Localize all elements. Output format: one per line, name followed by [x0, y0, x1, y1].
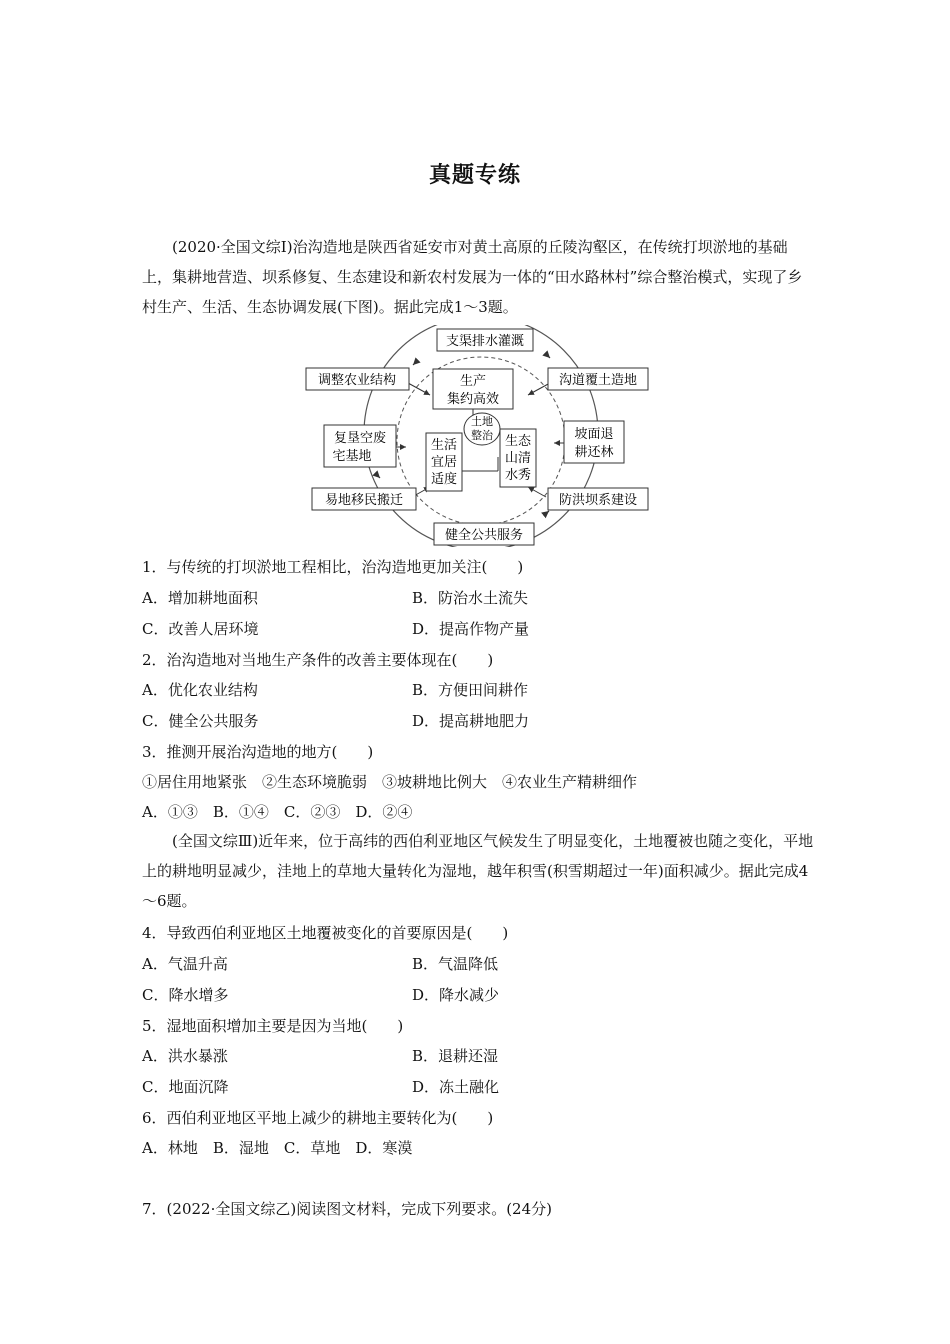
svg-text:耕还林: 耕还林	[574, 445, 614, 460]
q6-options: A．林地 B．湿地 C．草地 D．寒漠	[142, 1139, 413, 1157]
intro-paragraph-1: (2020·全国文综Ⅰ)治沟造地是陕西省延安市对黄土高原的丘陵沟壑区，在传统打坝淤地的基础上，集耕地营造、坝系修复、生态建设和新农村发展为一体的“田水路林村”综合整治模式，实现了乡村生产、生活、生态协调发展(下图)。据此完成1～3题。	[142, 238, 803, 316]
box-ecology	[500, 429, 536, 487]
svg-text:适度: 适度	[430, 472, 458, 487]
q1-option-c: C．改善人居环境	[142, 620, 259, 638]
q4-stem: 4．导致西伯利亚地区土地覆被变化的首要原因是( )	[142, 924, 509, 942]
svg-text:防洪坝系建设: 防洪坝系建设	[558, 493, 638, 508]
intro-paragraph-2: (全国文综Ⅲ)近年来，位于高纬的西伯利亚地区气候发生了明显变化，土地覆被也随之变化，平地上的耕地明显减少，洼地上的草地大量转化为湿地，越年积雪(积雪期超过一年)面积减少。据此完成4～6题。	[142, 832, 814, 910]
q1-stem: 1．与传统的打坝淤地工程相比，治沟造地更加关注( )	[142, 558, 524, 576]
q4-option-c: C．降水增多	[142, 986, 229, 1004]
box-branch-irrigation	[437, 329, 533, 351]
svg-text:山清: 山清	[504, 451, 532, 466]
svg-text:沟道覆土造地: 沟道覆土造地	[558, 373, 638, 388]
svg-text:土地: 土地	[471, 415, 493, 428]
page-title: 真题专练	[428, 162, 521, 188]
box-production	[433, 369, 513, 409]
q5-option-b: B．退耕还湿	[412, 1047, 499, 1065]
svg-text:生态: 生态	[504, 434, 532, 449]
q4-option-b: B．气温降低	[412, 955, 499, 973]
svg-text:健全公共服务: 健全公共服务	[444, 528, 524, 543]
q3-stem: 3．推测开展治沟造地的地方( )	[142, 743, 374, 761]
q5-option-a: A．洪水暴涨	[142, 1047, 228, 1065]
q1-option-b: B．防治水土流失	[412, 589, 529, 607]
box-slope-reforest	[564, 421, 624, 463]
q7-stem: 7．(2022·全国文综乙)阅读图文材料，完成下列要求。(24分)	[142, 1200, 552, 1218]
q6-stem: 6．西伯利亚地区平地上减少的耕地主要转化为( )	[142, 1109, 494, 1127]
q3-options: A．①③ B．①④ C．②③ D．②④	[142, 803, 413, 821]
svg-text:复垦空废: 复垦空废	[333, 431, 387, 446]
q2-stem: 2．治沟造地对当地生产条件的改善主要体现在( )	[142, 651, 494, 669]
q5-stem: 5．湿地面积增加主要是因为当地( )	[142, 1017, 404, 1035]
q1-option-d: D．提高作物产量	[412, 620, 530, 638]
box-flood-dam	[548, 488, 648, 510]
q2-option-b: B．方便田间耕作	[412, 681, 529, 699]
q2-option-c: C．健全公共服务	[142, 712, 259, 730]
q2-option-a: A．优化农业结构	[142, 681, 258, 699]
box-adjust-agriculture	[306, 368, 409, 390]
svg-text:易地移民搬迁: 易地移民搬迁	[324, 493, 404, 508]
q2-option-d: D．提高耕地肥力	[412, 712, 530, 730]
box-reclaim-homestead	[324, 425, 396, 467]
svg-text:生活: 生活	[430, 438, 458, 453]
q3-items: ①居住用地紧张 ②生态环境脆弱 ③坡耕地比例大 ④农业生产精耕细作	[142, 773, 638, 791]
svg-text:支渠排水灌溉: 支渠排水灌溉	[445, 334, 525, 349]
svg-text:水秀: 水秀	[504, 468, 532, 483]
box-gully-landfill	[548, 368, 648, 390]
box-living	[426, 433, 462, 491]
q5-option-d: D．冻土融化	[412, 1078, 500, 1096]
q1-option-a: A．增加耕地面积	[142, 589, 258, 607]
box-relocation	[312, 488, 416, 510]
svg-text:坡面退: 坡面退	[574, 427, 614, 442]
svg-text:整治: 整治	[471, 429, 493, 442]
svg-text:集约高效: 集约高效	[446, 392, 500, 407]
box-public-service	[434, 523, 534, 545]
svg-text:生产: 生产	[459, 374, 487, 389]
svg-text:宜居: 宜居	[430, 455, 458, 470]
q4-option-a: A．气温升高	[142, 955, 228, 973]
svg-text:调整农业结构: 调整农业结构	[317, 373, 397, 388]
center-land-consolidation	[464, 413, 500, 445]
q4-option-d: D．降水减少	[412, 986, 500, 1004]
land-consolidation-diagram	[300, 325, 660, 547]
svg-text:宅基地: 宅基地	[332, 449, 372, 464]
q5-option-c: C．地面沉降	[142, 1078, 229, 1096]
